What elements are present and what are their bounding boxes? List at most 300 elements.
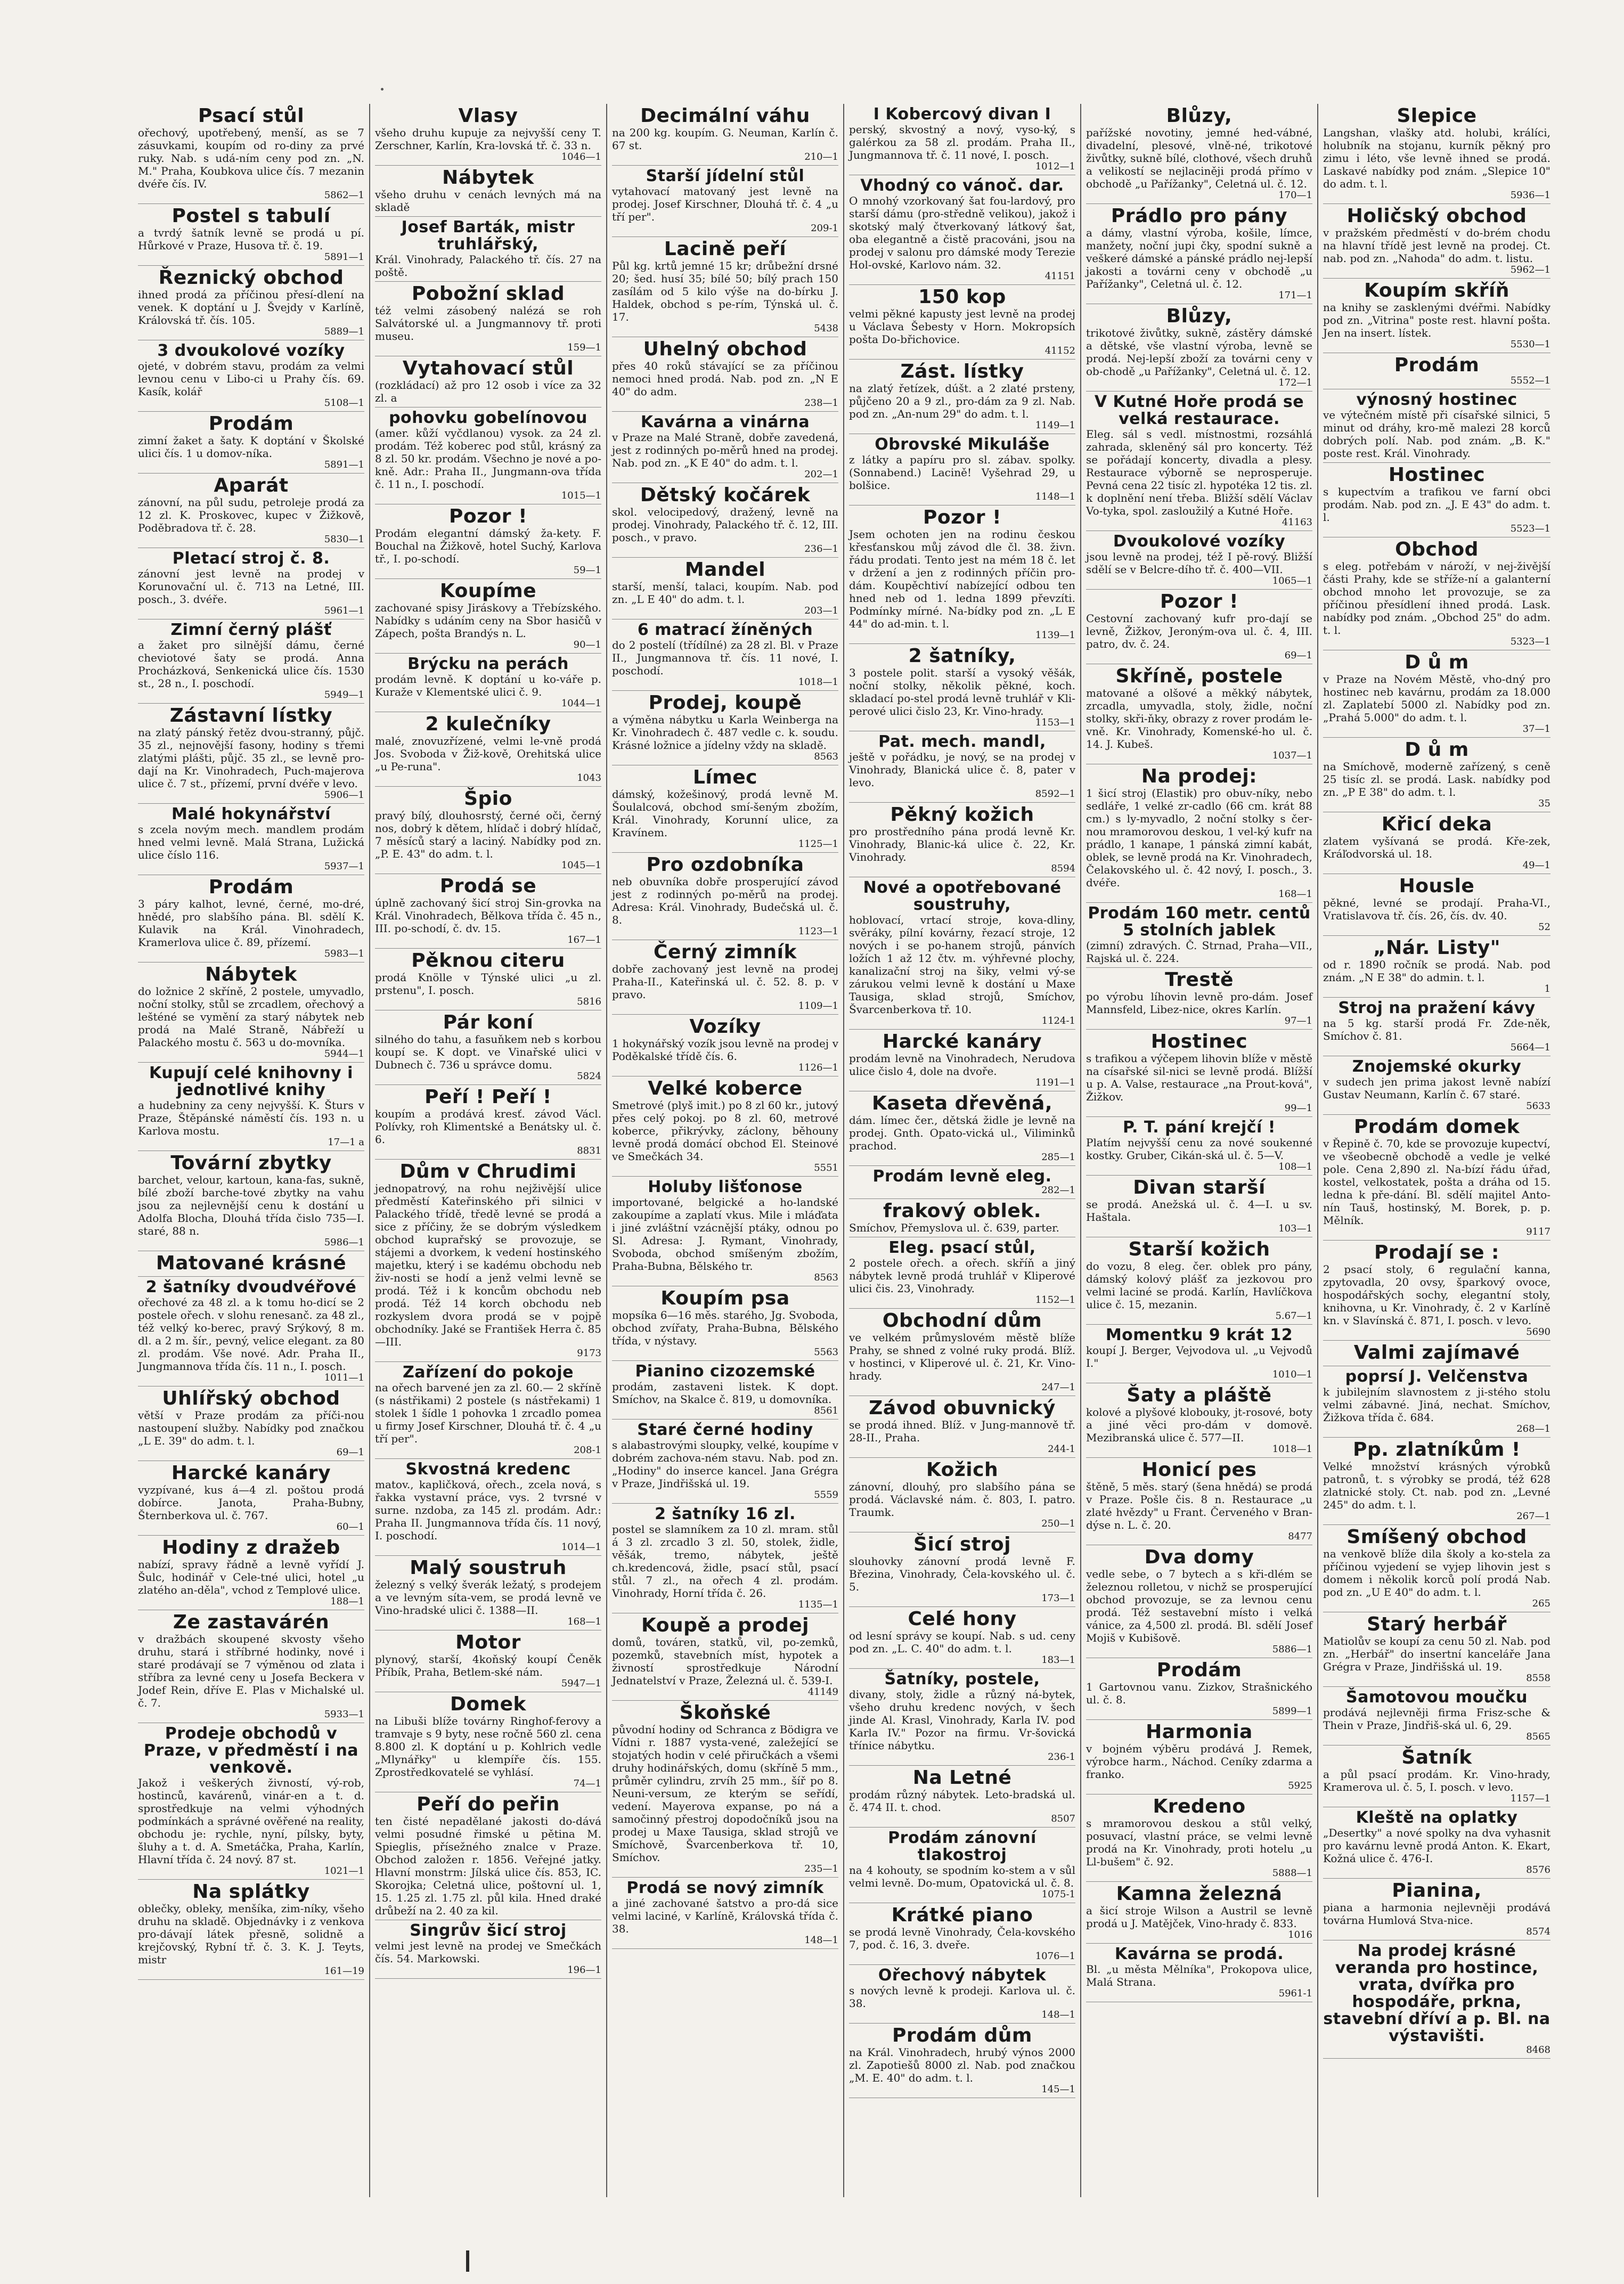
classified-ad	[612, 1613, 838, 1701]
ad-text: s nových levně k prodeji. Karlova ul. č. 38.	[849, 1984, 1075, 2010]
ad-text: ve velkém průmyslovém městě blíže Prahy, se shned z volné ruky prodá. Blíž. v hostinci, v Kliperové ul. č. 21, Kr. Vino-hrady.	[849, 1331, 1075, 1382]
ad-code: 5816	[577, 996, 601, 1007]
ad-code: 60—1	[336, 1521, 364, 1532]
ad-heading: Kredeno	[1153, 1796, 1246, 1817]
ad-heading: Holičský obchod	[1346, 205, 1527, 227]
ad-text: starší, menší, talaci, koupím. Nab. pod zn. „L E 40" do adm. t. l.	[612, 580, 838, 606]
ad-text: do vozu, 8 eleg. čer. oblek pro pány, dámský kolový plášť za jezkovou pro velmi laciné se prodá. Karlín, Havlíčkova ulice č. 15, mezanin.	[1086, 1260, 1312, 1311]
ad-heading: Prodá se	[439, 875, 537, 897]
classified-ad	[849, 104, 1075, 175]
ad-heading: Šamotovou moučku	[1346, 1688, 1528, 1707]
classified-ad	[1323, 1807, 1550, 1879]
ad-code: 52	[1538, 921, 1550, 933]
ad-text: prodá Knölle v Týnské ulici „u zl. prstenu", I. posch.	[375, 971, 601, 997]
ad-heading: Prodám	[208, 413, 294, 435]
ad-heading: Pobožní sklad	[411, 283, 565, 305]
classified-ad	[375, 1692, 601, 1792]
classified-ad	[138, 1880, 364, 1980]
classified-ad	[612, 1504, 838, 1613]
ad-code: 168—1	[567, 1616, 601, 1627]
classified-ad	[612, 337, 838, 412]
ad-text: všeho druhu kupuje za nejvyšší ceny T. Zerschner, Karlín, Kra-lovská tř. č. 33 n.	[375, 126, 601, 152]
ad-heading: Blůzy,	[1166, 305, 1233, 327]
column-4	[844, 104, 1081, 2197]
classified-ad	[138, 412, 364, 474]
ad-code: 1135—1	[798, 1599, 838, 1610]
classified-ad	[1323, 537, 1550, 650]
ad-text: a hudebniny za ceny nejvyšší. K. Šturs v Praze, Štěpánské náměstí čís. 193 n. u Karlova mostu.	[138, 1099, 364, 1137]
ad-text: (amer. kůží vyčdlanou) vysok. za 24 zl. prodám. Též koberec pod stůl, krásný za 8 zl. 50 kr. prodám. Všechno je nové a po-kně. Adr.: Praha II., Jungmann-ova třída č. 11 n., I. poschodí.	[375, 427, 601, 491]
ad-heading: Křicí deka	[1381, 813, 1492, 835]
ad-text: domů, továren, statků, vil, po-zemků, pozemků, stavebních míst, hypotek a živností sprostředkuje Národní Jednatelství v Praze, Železná ul. č. 539-I.	[612, 1636, 838, 1687]
ad-code: 8831	[577, 1145, 601, 1156]
ad-text: prodám levně. K doptání u ko-váře p. Kuraže v Klementské ulici č. 9.	[375, 673, 601, 698]
classified-ad	[612, 1286, 838, 1361]
ad-heading: 2 šatníky dvoudvéřové	[145, 1278, 357, 1296]
ad-text: plynový, starší, 4koňský koupí Čeněk Příbík, Praha, Betlem-ské nám.	[375, 1653, 601, 1678]
ad-text: kolové a plyšové klobouky, jt-rosové, boty a jiné věci pro-dám v domově. Mezibranská ulice č. 577—II.	[1086, 1406, 1312, 1444]
classified-ad	[1323, 1525, 1550, 1612]
ad-text: velmi pěkné kapusty jest levně na prodej u Václava Šebesty v Horn. Mokropsích pošta Do-břichovice.	[849, 307, 1075, 346]
ad-code: 5824	[577, 1071, 601, 1082]
classified-ad	[375, 166, 601, 217]
ad-heading: Uhlířský obchod	[162, 1388, 340, 1409]
ad-heading: Obchod	[1395, 539, 1479, 560]
ad-heading: Na prodej krásné veranda pro hostince, vrata, dvířka pro hospodáře, prkna, stavební dříví a p. Bl. na výstavišti.	[1323, 1942, 1550, 2045]
classified-ad	[375, 1459, 601, 1556]
ad-text: zlatem vyšívaná se prodá. Kře-zek, Kráľodvorská ul. 18.	[1323, 835, 1550, 860]
ad-heading: Dva domy	[1144, 1546, 1254, 1568]
ad-heading: Hostinec	[1388, 464, 1486, 486]
ad-text: prodám, zastaveni listek. K dopt. Smíchov, na Skalce č. 819, u domovníka.	[612, 1380, 838, 1406]
classified-ad	[1086, 1176, 1312, 1237]
ad-code: 202—1	[804, 469, 838, 480]
ad-text: větší v Praze prodám za příči-nou nastoupení služby. Nabídky pod značkou „L E. 39" do adm. t. l.	[138, 1409, 364, 1447]
ad-heading: Hostinec	[1150, 1031, 1248, 1053]
ad-code: 5925	[1288, 1780, 1312, 1791]
ad-code: 74—1	[573, 1778, 601, 1789]
ad-text: prodám levně na Vinohradech, Nerudova ulice čislo 4, dole na dvoře.	[849, 1052, 1075, 1078]
classified-ad	[375, 579, 601, 654]
ad-heading: frakový oblek.	[883, 1200, 1041, 1222]
ad-code: 5551	[814, 1162, 838, 1173]
classified-ad	[375, 1085, 601, 1160]
ad-code: 1125—1	[798, 838, 838, 850]
ad-text: jednopatrový, na rohu nejživější ulice předměstí Kateřinského při silnici v Palackého třídě, tředě levné se prodá a sice z příčiny, že se dobrým výsledkem obchod kuprařský se provozuje, se stájemi a dvorkem, k vedení hostinského majetku, který i se kadému obchodu neb živ-nosti se hodí a jenž velmi levně se prodá. Též i k koncům obchodu neb prodá. Též 14 korch obchodu neb rozkyslem dvora prodá se v pojpě obchodníky. Jaké se František Herra č. 85—III.	[375, 1182, 601, 1348]
ad-heading: Pozor !	[923, 507, 1001, 528]
ad-text: na knihy se zasklenými dvéřmi. Nabídky pod zn. „Vitrina" poste rest. hlavní pošta. Jen na insert. lístek.	[1323, 301, 1550, 339]
ad-text: vyzpívané, kus á—4 zl. poštou prodá dobírce. Janota, Praha-Bubny, Šternberkova ul. č. 767.	[138, 1483, 364, 1522]
ad-text: ihned prodá za příčinou přesí-dlení na venek. K doptání u J. Švejdy v Karlíně, Královská tř. čís. 105.	[138, 288, 364, 327]
ad-code: 5530—1	[1510, 339, 1550, 350]
ad-heading: Harcké kanáry	[882, 1031, 1042, 1053]
ad-code: 1152—1	[1035, 1294, 1075, 1306]
ad-text: na zlatý pánský řetěz dvou-stranný, půjč. 35 zl., nejnovější fasony, hodiny s třemi zlatými plášti, půjč. 35 zl., se levně pro-dají na Kr. Vinohradech, Puch-majerova ulice č. 7 st., přízemí, první dvéře v levo.	[138, 726, 364, 790]
classified-ad	[612, 1878, 838, 1949]
classified-ad	[849, 1903, 1075, 1965]
ad-heading: Postel s tabulí	[172, 205, 331, 227]
ad-heading: poprsí J. Velčenstva	[1345, 1367, 1529, 1386]
ad-code: 5983—1	[324, 948, 364, 959]
ad-heading: D ů m	[1405, 651, 1469, 673]
ad-text: a půl psací prodám. Kr. Vino-hrady, Kramerova ul. č. 5, I. posch. v levo.	[1323, 1768, 1550, 1793]
ad-code: 1191—1	[1035, 1077, 1075, 1088]
ad-code: 1046—1	[561, 151, 601, 162]
ad-text: zachované spisy Jiráskovy a Třebízského. Nabídky s udáním ceny na Sbor hasičů v Zápech, pošta Brandýs n. L.	[375, 601, 601, 640]
ad-heading: Řeznický obchod	[158, 267, 344, 289]
ad-heading: Kožich	[926, 1459, 999, 1481]
classified-ad	[849, 1199, 1075, 1237]
ad-code: 8558	[1526, 1673, 1550, 1684]
ad-heading: Vozíky	[689, 1016, 761, 1038]
ad-code: 1109—1	[798, 1000, 838, 1012]
ad-text: 3 páry kalhot, levné, černé, mo-dré, hnědé, pro slabšího pána. Bl. sdělí K. Kulavik na Král. Vinohradech, Kramerlova ulice č. 89, přízemí.	[138, 898, 364, 949]
classified-ad	[138, 1610, 364, 1723]
ad-heading: Dětský kočárek	[640, 484, 811, 506]
ad-code: 285—1	[1041, 1152, 1075, 1163]
ad-text: a žaket pro silnější dámu, černé cheviotové šaty se prodá. Anna Procházková, Senkenická ulice čís. 1530 st., 28 n., I. poschodí.	[138, 639, 364, 690]
ad-code: 5.67—1	[1275, 1310, 1312, 1322]
ad-code: 5690	[1526, 1326, 1550, 1337]
ad-code: 5889—1	[324, 326, 364, 337]
classified-ad	[1086, 1794, 1312, 1882]
classified-ad	[138, 704, 364, 804]
ad-heading: Krátké piano	[891, 1904, 1033, 1926]
ad-code: 97—1	[1284, 1015, 1312, 1026]
ad-heading: Uhelný obchod	[643, 338, 807, 360]
ad-text: 1 šicí stroj (Elastik) pro obuv-níky, nebo sedláře, 1 velké zr-cadlo (66 cm. krát 88 cm.) s ly-myvadlo, 2 noční stolky s čer-nou mramorovou deskou, 1 vel-ký kufr na prádlo, 1 kanape, 1 pánská zimní kabát, oblek, se levně prodá na Kr. Vinohradech, Čelakovského ul. č. 42 nový, I. posch., 3. dvéře.	[1086, 787, 1312, 889]
ad-text: přes 40 roků stávající se za příčinou nemoci hned prodá. Nab. pod zn. „N E 40" do adm.	[612, 360, 838, 398]
ad-heading: Kavárna se prodá.	[1114, 1945, 1284, 1963]
ad-text: na Libuši blíže továrny Ringhof-ferovy a tramvaje s 9 byty, nese ročně 560 zl. cena 8.800 zl. K doptání u p. Kohlrich vedle „Mlynářky" u klempíře čís. 155. Zprostředkovatelé se vyhlásí.	[375, 1715, 601, 1779]
classified-ad	[138, 1063, 364, 1151]
ad-text: na Smíchově, moderně zařízený, s ceně 25 tisíc zl. se prodá. Lask. nabídky pod zn. „P E 38" do adm. t. l.	[1323, 760, 1550, 798]
ad-code: 171—1	[1278, 290, 1312, 301]
ad-text: ojeté, v dobrém stavu, prodám za velmi levnou cenu v Libo-ci u Prahy čís. 69. Kasík, kolář	[138, 360, 364, 398]
ad-text: (zimní) zdravých. Č. Strnad, Praha—VII., Rajská ul. č. 224.	[1086, 939, 1312, 965]
classified-ad	[849, 1091, 1075, 1166]
classified-ad	[1086, 1658, 1312, 1720]
ad-text: na Král. Vinohradech, hrubý výnos 2000 zl. Zapotiešů 8000 zl. Nab. pod značkou „M. E. 40" do adm. t. l.	[849, 2046, 1075, 2084]
ad-code: 1075-1	[1041, 1889, 1075, 1900]
ad-columns	[133, 104, 1555, 2197]
classified-ad	[849, 1458, 1075, 1532]
ad-text: divany, stoly, židle a různý ná-bytek, všeho druhu kredenc nových, v šech jinde Al. Krasl, Vinohrady, Karla IV. pod Karla IV." Pozor na firmu. Vr-šovická třínice nábytku.	[849, 1688, 1075, 1752]
ad-text: pařížské novotiny, jemné hed-vábné, divadelní, plesové, vlně-né, trikotové živůtky, sukně bílé, clothové, všech druhů a velikostí se nejlaciněji prodá přímo v obchodě „u Pařížanky", Celetná ul. č. 12.	[1086, 126, 1312, 190]
ad-heading: Prodá se nový zimník	[626, 1879, 824, 1897]
ad-heading: Valmi zajímavé	[1353, 1342, 1520, 1364]
ad-code: 196—1	[567, 1964, 601, 1976]
ad-text: hoblovací, vrtací stroje, kova-dliny, svěráky, pílní kovárny, řezací stroje, 12 nových i se po-hanem strojů, pánvích ložích 1 až 12 čtv. m. výhřevné plochy, kanalizační stroj na šiky, velmi vý-se zárukou velmi levně k dostání u Maxe Tausiga, sklad strojů, Smíchov, Švarcenberkova tř. 10.	[849, 913, 1075, 1016]
classified-ad	[612, 1420, 838, 1504]
ad-code: 49—1	[1522, 860, 1550, 871]
ad-heading: Vlasy	[458, 105, 518, 127]
classified-ad	[138, 204, 364, 266]
classified-ad	[612, 1701, 838, 1878]
ad-text: Velké množství krásných výrobků patronů, t. s výrobky se prodá, též 628 zlatnické stoly. Ct. nab. pod zn. „Levné 245" do adm. t. l.	[1323, 1460, 1550, 1511]
classified-ad	[1086, 968, 1312, 1030]
ad-text: ořechový, upotřebený, menší, as se 7 zásuvkami, koupím od ro-diny za prvé ruky. Nab. s udá-ním ceny pod zn. „N. M." Praha, Koubkova ulice čís. 7 mezanin dvéře čís. IV.	[138, 126, 364, 190]
ad-code: 41151	[1044, 271, 1075, 282]
ad-text: v pražském předměstí v do-brém chodu na hlavní třídě jest levně na prodej. Ct. nab. pod zn. „Nahoda" do adm. t. listu.	[1323, 226, 1550, 265]
ad-text: na zlatý řetízek, dúšt. a 2 zlaté prsteny, půjčeno 20 a 9 zl., pro-dám za 9 zl. Nab. pod zn. „An-num 29" do adm. t. l.	[849, 382, 1075, 420]
ad-code: 5962—1	[1510, 264, 1550, 275]
classified-ad	[849, 505, 1075, 644]
ad-code: 268—1	[1516, 1423, 1550, 1434]
ad-text: zánovní, dlouhý, pro slabšího pána se prodá. Václavské nám. č. 803, I. patro. Traumk.	[849, 1480, 1075, 1519]
ad-heading: Kavárna a vinárna	[640, 413, 810, 431]
ad-heading: Malé hokynářství	[171, 805, 331, 823]
classified-ad	[375, 104, 601, 166]
ad-code: 8576	[1526, 1864, 1550, 1875]
ad-heading: „Nár. Listy"	[1373, 937, 1501, 959]
classified-ad	[375, 654, 601, 712]
classified-ad	[138, 1536, 364, 1610]
ad-heading: Holuby lišťonose	[648, 1178, 803, 1196]
ad-heading: Koupíme	[439, 580, 537, 602]
classified-ad	[375, 356, 601, 407]
classified-ad	[1323, 874, 1550, 936]
classified-ad	[138, 962, 364, 1063]
ad-text: Král. Vinohrady, Palackého tř. čís. 27 na poště.	[375, 253, 601, 279]
ad-code: 1016	[1288, 1929, 1312, 1940]
ad-text: koupím a prodává kresť. závod Václ. Polívky, roh Klimentské a Benátsky ul. č. 6.	[375, 1107, 601, 1146]
ad-code: 1149—1	[1035, 420, 1075, 431]
ad-text: se prodá levně Vinohrady, Čela-kovského 7, pod. č. 16, 3. dveře.	[849, 1926, 1075, 1951]
ad-heading: 2 kulečníky	[425, 713, 551, 735]
ad-heading: Peří ! Peří !	[425, 1086, 552, 1108]
classified-ad	[375, 1556, 601, 1630]
classified-ad	[612, 691, 838, 765]
ad-heading: Starší jídelní stůl	[646, 167, 805, 185]
ad-code: 168—1	[1278, 888, 1312, 900]
ad-code: 5664—1	[1510, 1042, 1550, 1053]
ad-code: 5523—1	[1510, 523, 1550, 534]
ad-heading: Vytahovací stůl	[402, 357, 574, 379]
ad-code: 5108—1	[324, 397, 364, 409]
classified-ad	[1323, 812, 1550, 874]
ad-code: 265	[1532, 1598, 1550, 1609]
classified-ad	[1086, 1117, 1312, 1176]
ad-text: trikotové živůtky, sukně, zástěry dámské a dětské, vše vlastní výroba, levně se prodá. Nej-lepší zboží za továrni ceny v ob-chodě „u Pařížanky", Celetná ul. č. 12.	[1086, 327, 1312, 378]
ad-text: importované, belgické a ho-landské zakoupíme a zaplatí vkus. Mile i mláďata i jiné zvláštní vzácnější ptáky, odnou po Sl. Adresa: J. Rymant, Vinohrady, Svoboda, obchod smíšeným zbožím, Praha-Bubna, Bělského tr.	[612, 1196, 838, 1272]
ad-code: 5552—1	[1510, 375, 1550, 386]
ad-heading: Prodeje obchodů v Praze, v předměstí i na venkově.	[143, 1724, 359, 1777]
classified-ad	[849, 731, 1075, 803]
ad-heading: 150 kop	[918, 286, 1006, 308]
classified-ad	[375, 874, 601, 949]
ad-heading: Eleg. psací stůl,	[888, 1238, 1036, 1257]
classified-ad	[1086, 204, 1312, 304]
ad-code: 90—1	[573, 639, 601, 650]
classified-ad	[612, 412, 838, 483]
ad-heading: Ze zastavárén	[173, 1611, 330, 1633]
ad-text: jsou levně na prodej, též I pě-rový. Bližší sdělí se v Belcre-dího tř. č. 400—VII.	[1086, 550, 1312, 576]
ad-text: a výměna nábytku u Karla Weinberga na Kr. Vinohradech č. 487 vedle c. k. soudu. Krásné ložnice a jídelny vždy na skladě.	[612, 713, 838, 752]
ad-code: 148—1	[1041, 2009, 1075, 2020]
ad-heading: Pozor !	[448, 505, 527, 527]
classified-ad	[1323, 1940, 1550, 2059]
ad-code: 1018—1	[1272, 1443, 1312, 1455]
ad-text: na 4 kohouty, se spodním ko-stem a v sůl velmi levně. Do-mum, Opatovická ul. č. 8.	[849, 1864, 1075, 1889]
classified-ad	[375, 787, 601, 874]
ad-text: pro prostředního pána prodá levně Kr. Vinohrady, Blanic-ká ulice č. 22, Kr. Vinohrady.	[849, 825, 1075, 863]
ad-code: 5899—1	[1272, 1706, 1312, 1717]
ad-text: a dámy, vlastní výroba, košile, límce, manžety, noční jupi čky, spodní sukně a veškeré dámské a pánské prádlo nej-lepší jakosti a továrni ceny v obchodě „u Pařížanky", Celetná ul. č. 12.	[1086, 226, 1312, 290]
classified-ad	[138, 1151, 364, 1251]
ad-code: 236-1	[1048, 1751, 1075, 1763]
ad-heading: 6 matrací žíněných	[637, 621, 813, 639]
ad-text: barchet, velour, kartoun, kana-fas, sukně, bílé zboží barche-tové zbytky na vahu jsou za nejlevnější cenu k dostání u Adolfa Blocha, Dlouhá třída čislo 735—I. staré, 88 n.	[138, 1173, 364, 1237]
classified-ad	[849, 1309, 1075, 1396]
ad-text: dobře zachovaný jest levně na prodej Praha-II., Kateřinská ul. č. 52. 8. p. v pravo.	[612, 962, 838, 1001]
ad-heading: Celé hony	[908, 1608, 1017, 1630]
ad-text: ve výtečném místě při císařské silnici, 5 minut od dráhy, kro-mě malezi 28 korců dobrých polí. Nab. pod znám. „B. K." poste rest. Král. Vinohrady.	[1323, 409, 1550, 460]
classified-ad	[1086, 104, 1312, 204]
classified-ad	[138, 875, 364, 962]
ad-heading: Prodám 160 metr. centů 5 stolních jablek	[1088, 904, 1311, 940]
ad-text: úplně zachovaný šicí stroj Sin-grovka na Král. Vinohradech, Bělkova třída č. 45 n., III. po-schodí, č. dv. 15.	[375, 896, 601, 935]
ad-text: matované a olšové a měkký nábytek, zrcadla, umyvadla, stoly, židle, noční stolky, skři-ňky, obrazy z rover prodám le-vně. Kr. Vinohrady, Komenské-ho ul. č. 14. J. Kubeš.	[1086, 687, 1312, 751]
classified-ad	[1323, 1366, 1550, 1438]
ad-code: 236—1	[804, 543, 838, 554]
ad-heading: Nové a opotřebované soustruhy,	[863, 878, 1062, 914]
ad-text: v Praze na Malé Straně, dobře zavedená, jest z rodinných po-měrů hned na prodej. Nab. pod zn. „K E 40" do adm. t. l.	[612, 431, 838, 469]
ad-heading: Kamna železná	[1116, 1883, 1283, 1905]
ad-heading: Na prodej:	[1141, 765, 1258, 787]
ad-text: štěně, 5 měs. starý (šena hnědá) se prodá v Praze. Pošle čis. 8 n. Restaurace „u zlaté hvězdy" u Frant. Červeného v Bran-dýse n. L. č. 20.	[1086, 1480, 1312, 1531]
ad-code: 1045—1	[561, 860, 601, 871]
ad-text: s mramorovou deskou a stůl velký, posuvací, vlastní práce, se velmi levně prodá na Kr. Vinohrady, proti hotelu „u Ll-bušem" č. 92.	[1086, 1817, 1312, 1868]
ad-heading: Dvoukolové vozíky	[1113, 532, 1286, 551]
ad-code: 5891—1	[324, 251, 364, 263]
ad-heading: Závod obuvnický	[869, 1397, 1056, 1419]
classified-ad	[612, 1361, 838, 1420]
ad-code: 173—1	[1041, 1593, 1075, 1604]
ad-heading: Peří do peřin	[417, 1793, 560, 1815]
ad-heading: Na splátky	[192, 1881, 310, 1903]
ad-heading: Prodám	[1394, 354, 1480, 376]
ad-heading: výnosný hostinec	[1356, 390, 1517, 409]
ad-code: 37—1	[1522, 723, 1550, 735]
ad-text: Půl kg. krtů jemné 15 kr; drůbežní drsné 20; šed. husí 35; bílé 50; bílý prach 150 zasílám od 5 kilo výše na do-bírku J. Haldek, obchod s pe-rím, Týnská ul. č. 17.	[612, 259, 838, 323]
ad-code: 1124-1	[1041, 1015, 1075, 1026]
ad-heading: Brýcku na perách	[407, 655, 569, 673]
ad-code: 5633	[1526, 1100, 1550, 1112]
ad-heading: Pár koní	[443, 1012, 534, 1033]
ad-heading: Pletací stroj č. 8.	[172, 549, 330, 568]
classified-ad	[849, 2024, 1075, 2098]
classified-ad	[612, 619, 838, 691]
classified-ad	[1323, 1241, 1550, 1341]
ad-code: 5949—1	[324, 689, 364, 700]
classified-ad	[849, 1030, 1075, 1091]
classified-ad	[1086, 1383, 1312, 1458]
ad-code: 5947—1	[561, 1678, 601, 1689]
ad-code: 5891—1	[324, 459, 364, 470]
ad-heading: Zást. lístky	[900, 361, 1024, 382]
ad-heading: Matované krásné	[156, 1252, 347, 1274]
ad-heading: Prodám levně eleg.	[872, 1167, 1052, 1186]
ad-heading: Koupě a prodej	[641, 1614, 809, 1636]
classified-ad	[612, 104, 838, 166]
ad-code: 35	[1538, 798, 1550, 809]
ad-code: 1139—1	[1035, 630, 1075, 641]
classified-ad	[1323, 1115, 1550, 1241]
ad-text: od lesní správy se koupí. Nab. s ud. ceny pod zn. „L. C. 40" do adm. t. l.	[849, 1629, 1075, 1655]
ad-heading: Špio	[464, 788, 512, 810]
ad-heading: Koupím skříň	[1364, 280, 1509, 301]
ad-heading: Divan starší	[1133, 1177, 1266, 1198]
classified-ad	[1086, 1944, 1312, 2002]
ad-heading: Domek	[450, 1693, 526, 1715]
classified-ad	[138, 474, 364, 548]
ad-text: dám. límec čer., dětská židle je levně na prodej. Gnth. Opato-vická ul., Viliminků prachod.	[849, 1114, 1075, 1152]
ad-text: na 5 kg. starší prodá Fr. Zde-něk, Smíchov č. 81.	[1323, 1017, 1550, 1042]
ad-code: 1021—1	[324, 1865, 364, 1877]
classified-ad	[849, 1965, 1075, 2024]
classified-ad	[1086, 1720, 1312, 1794]
classified-ad	[375, 407, 601, 504]
ad-heading: Housle	[1399, 875, 1475, 897]
classified-ad	[375, 1362, 601, 1459]
classified-ad	[138, 1723, 364, 1880]
classified-ad	[375, 712, 601, 787]
ad-code: 5937—1	[324, 861, 364, 872]
ad-heading: Psací stůl	[198, 105, 305, 127]
ad-text: perský, skvostný a nový, vyso-ký, s galérkou za 58 zl. prodám. Praha II., Jungmannova tř. č. 11 nové, I. posch.	[849, 123, 1075, 161]
ad-text: a tvrdý šatník levně se prodá u pí. Hůrkové v Praze, Husova tř. č. 19.	[138, 226, 364, 252]
column-3	[607, 104, 844, 2197]
ad-heading: pohovku gobelínovou	[389, 409, 587, 427]
ad-heading: Momentku 9 krát 12	[1105, 1326, 1293, 1344]
ad-code: 183—1	[1041, 1654, 1075, 1666]
ad-heading: Límec	[692, 766, 758, 788]
classified-ad	[375, 1010, 601, 1085]
ad-heading: Pozor !	[1160, 591, 1238, 613]
ad-text: ořechové za 48 zl. a k tomu ho-dicí se 2 postele ořech. v slohu renesanč. za 48 zl., též velký ko-berec, pravý Srýkový, 8 m. dl. a 2 m. šír., pevný, velice elegant. za 80 zl. prodám. Vše nové. Adr. Praha II., Jungmannova třída čís. 11 n., I. posch.	[138, 1296, 364, 1373]
ad-code: 210—1	[804, 151, 838, 162]
ad-code: 108—1	[1278, 1161, 1312, 1172]
ad-heading: Tovární zbytky	[170, 1152, 332, 1174]
ad-code: 5888—1	[1272, 1867, 1312, 1879]
ad-text: velmi jest levně na prodej ve Smečkách čís. 54. Markowski.	[375, 1939, 601, 1965]
ad-text: s kupectvím a trafikou ve farní obci prodám. Nab. pod zn. „J. E 43" do adm. t. l.	[1323, 485, 1550, 524]
ad-text: 1 hokynářský vozík jsou levně na prodej v Poděkalské třídě čís. 6.	[612, 1037, 838, 1063]
ad-heading: Koupím psa	[660, 1287, 790, 1309]
ad-heading: Aparát	[214, 475, 289, 496]
classified-ad	[138, 548, 364, 619]
classified-ad	[1086, 391, 1312, 531]
ad-code: 5559	[814, 1489, 838, 1500]
ad-text: Prodám elegantní dámský ža-kety. F. Bouchal na Žižkově, hotel Suchý, Karlova tř., I. po-schodí.	[375, 527, 601, 565]
classified-ad	[612, 1015, 838, 1076]
ad-text: se prodá. Anežská ul. č. 4—I. u sv. Haštala.	[1086, 1198, 1312, 1223]
classified-ad	[138, 1277, 364, 1386]
ad-heading: Slepice	[1397, 105, 1477, 127]
ad-text: (rozkládací) až pro 12 osob i více za 32 zl. a	[375, 379, 601, 404]
classified-ad	[1086, 1237, 1312, 1325]
classified-ad	[1323, 1341, 1550, 1366]
ad-text: do 2 postelí (třídílné) za 28 zl. Bl. v Praze II., Jungmannova tř. čís. 11 nové, I. poschodí.	[612, 639, 838, 677]
ad-heading: Prádlo pro pány	[1111, 205, 1288, 227]
ad-text: neb obuvníka dobře prosperující závod jest z rodinných po-měrů na prodej. Adresa: Král. Vinohrady, Budečská ul. č. 8.	[612, 875, 838, 926]
ad-code: 208-1	[574, 1445, 601, 1456]
ad-code: 5961—1	[324, 605, 364, 616]
ad-heading: Obrovské Mikuláše	[875, 435, 1050, 454]
ad-heading: Josef Barták, mistr truhlářský,	[401, 218, 575, 254]
ad-heading: Šicí stroj	[913, 1533, 1011, 1555]
